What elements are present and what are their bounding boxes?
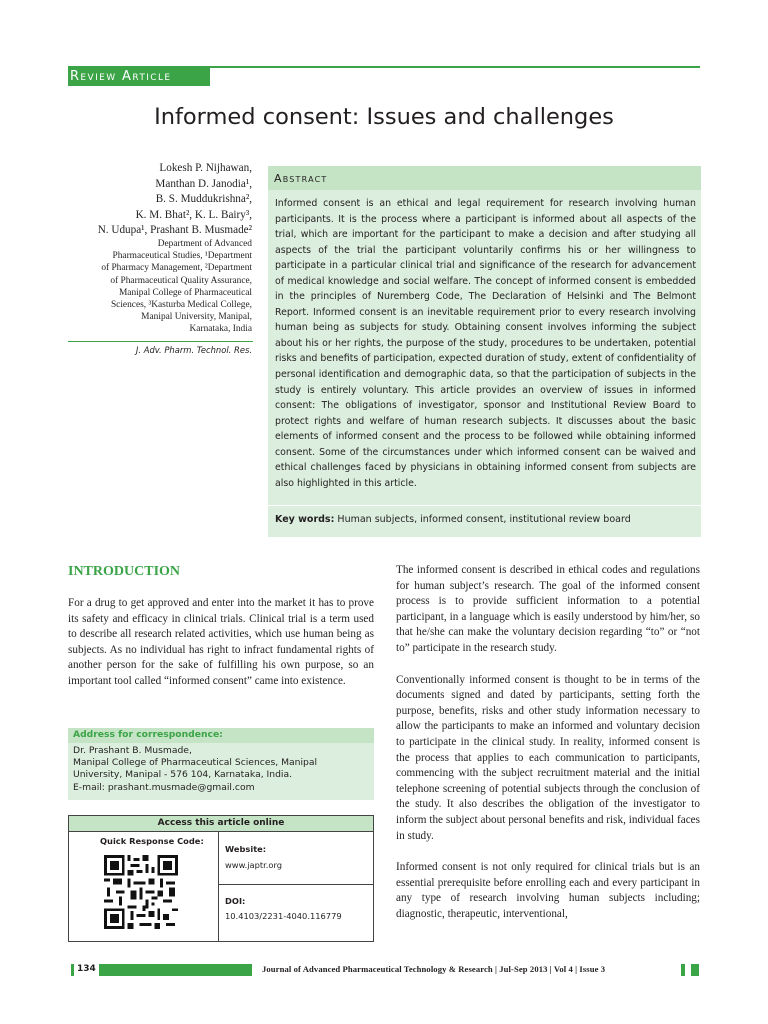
journal-abbreviation: J. Adv. Pharm. Technol. Res. (135, 345, 252, 355)
paragraph: Informed consent is not only required for clinical trials but is an essential prerequisite before enrolling each and every participant in any type of research involving human subjects including; diagnostic, therapeutic, interventional, (396, 861, 700, 920)
author-line: B. S. Muddukrishna², (155, 193, 252, 206)
article-title: Informed consent: Issues and challenges (154, 104, 614, 130)
doi-label: DOI: (225, 896, 246, 906)
address-line: Manipal College of Pharmaceutical Sciences, Manipal (73, 757, 318, 769)
affiliation-line: Department of Advanced (157, 239, 252, 249)
keywords (275, 514, 696, 525)
abstract-heading: Abstract (274, 172, 328, 185)
address-line: Dr. Prashant B. Musmade, (73, 745, 192, 756)
divider (218, 884, 374, 885)
divider (268, 505, 701, 506)
paragraph: The informed consent is described in ethical codes and regulations for human subject’s research. The goal of the informed consent process is to provide sufficient information to a potential participant, in a language which is easily understood by him/her, so that he/she can make the voluntary decision regarding “to” or “not to” participate in the research study. (396, 564, 700, 654)
correspondence-address (73, 745, 373, 794)
right-column (396, 563, 700, 938)
access-heading: Access this article online (68, 815, 374, 832)
affiliation-line: Sciences, ³Kasturba Medical College, (110, 300, 252, 311)
affiliation (101, 238, 252, 336)
author-line: K. M. Bhat², K. L. Bairy³, (135, 208, 252, 221)
footer-mark (681, 964, 685, 976)
footer-mark (68, 964, 71, 976)
paragraph: Conventionally informed consent is thought to be in terms of the documents signed and dated by participants, setting forth the purpose, benefits, risks and other study information necessary to allow the participants to make an informed and voluntary decision to participate in the clinical study. In reality, informed consent is the process that applies to each communication to participants, commencing with the subject recruitment material and the initial telephone screening of potential subjects through the conclusion of the study. It also describes the obligation of the investigator to inform the subject about personal benefits and risk, individual faces in study. (396, 673, 700, 842)
footer-mark (691, 964, 699, 976)
affiliation-line: of Pharmaceutical Quality Assurance, (110, 275, 252, 286)
page-number: 134 (74, 963, 99, 976)
footer-journal: Journal of Advanced Pharmaceutical Technology & Research | Jul-Sep 2013 | Vol 4 | Issue 3 (262, 964, 606, 974)
paragraph: For a drug to get approved and enter into the market it has to prove its safety and efficacy in clinical trials. Clinical trial is a term used to describe all research related activities, which use human being as subjects. As no individual has right to infract fundamental rights of another person for the sake of fulfilling his own purpose, so an important tool called “informed consent” came into existence. (68, 597, 374, 687)
section-heading: INTRODUCTION (68, 564, 181, 579)
doi-link[interactable]: 10.4103/2231-4040.116779 (225, 911, 342, 921)
affiliation-line: of Pharmacy Management, ²Department (101, 263, 252, 274)
abstract-header-bar (268, 166, 701, 190)
correspondence-heading: Address for correspondence: (73, 729, 223, 740)
affiliation-line: Manipal University, Manipal, (141, 312, 252, 323)
divider (218, 831, 219, 942)
website-link[interactable]: www.japtr.org (225, 860, 283, 870)
address-line: University, Manipal - 576 104, Karnataka, India. (73, 769, 293, 781)
qr-label: Quick Response Code: (100, 836, 204, 846)
author-line: N. Udupa¹, Prashant B. Musmade² (97, 224, 252, 237)
affiliation-line: Manipal College of Pharmaceutical (118, 287, 252, 298)
affiliation-line: Pharmaceutical Studies, ¹Department (112, 251, 252, 262)
keywords-value: Human subjects, informed consent, institutional review board (337, 514, 631, 525)
author-list (98, 161, 252, 239)
abstract-text: Informed consent is an ethical and legal requirement for research involving human participants. It is the process where a participant is informed about all aspects of the trial, which are important for the participant to make a decision and after studying all aspects of the trial the participant voluntarily confirms his or her willingness to participate in a particular clinical trial and significance of the research for advancement of medical knowledge and social welfare. The concept of informed consent is embedded in the principles of Nuremberg Code, The Declaration of Helsinki and The Belmont Report. Informed consent is an inevitable requirement prior to every research involving human being as subjects for study. Obtaining consent involves informing the subject about his or her rights, the purpose of the study, procedures to be undertaken, potential risks and benefits of participation, expected duration of study, extent of confidentiality of personal identification and demographic data, so that the participation of subjects in the study is entirely voluntary. This article provides an overview of issues in informed consent: The obligations of investigator, sponsor and Institutional Review Board to protect rights and welfare of human research subjects. It discusses about the basic elements of informed consent and the process to be followed while obtaining informed consent. Some of the circumstances under which informed consent can be waived and ethical challenges faced by physicians in obtaining informed consent from subjects are also highlighted in this article. (275, 198, 696, 489)
affiliation-line: Karnataka, India (189, 324, 252, 335)
author-line: Manthan D. Janodia¹, (155, 177, 252, 190)
website-label: Website: (225, 844, 267, 854)
email-line: E-mail: prashant.musmade@gmail.com (73, 781, 255, 793)
divider (68, 341, 253, 342)
author-line: Lokesh P. Nijhawan, (159, 162, 252, 174)
keywords-label: Key words: (275, 514, 335, 525)
qr-code-icon[interactable] (104, 855, 178, 929)
section-label: Review Article (68, 68, 210, 86)
